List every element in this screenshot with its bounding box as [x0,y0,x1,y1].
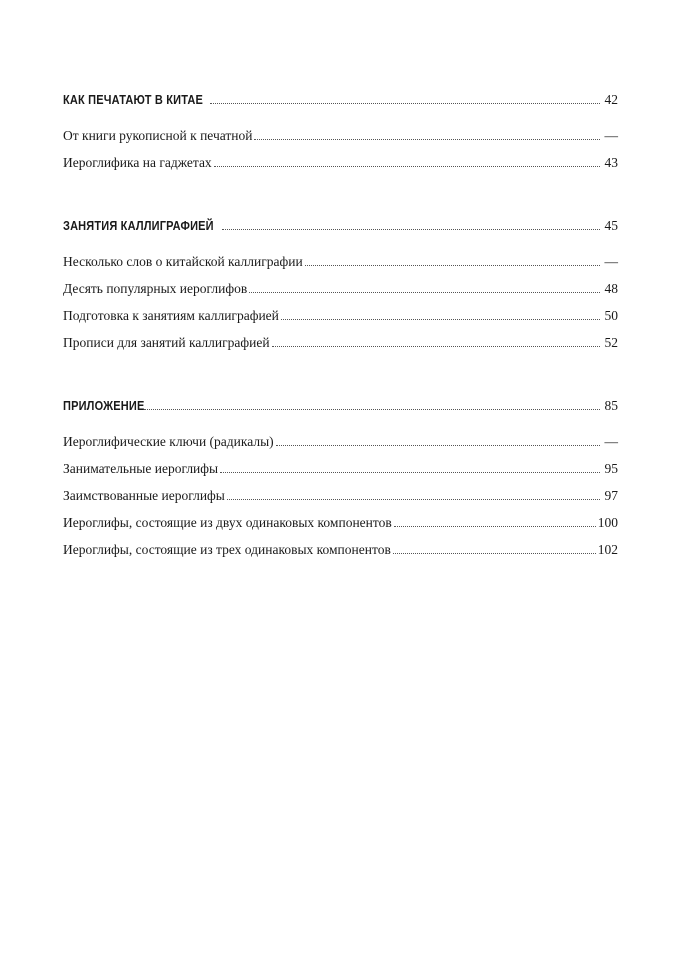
toc-entry[interactable] [63,455,618,482]
dot-leader [272,345,600,347]
toc-entry-label: Иероглифы, состоящие из двух одинаковых компонентов [63,515,392,530]
dot-leader [227,498,600,500]
dot-leader [281,318,600,320]
toc-section-appendix [63,392,618,563]
dot-leader [210,102,600,104]
toc-heading-title: КАК ПЕЧАТАЮТ В КИТАЕ [63,93,204,107]
dot-leader [254,138,600,140]
toc-page-number: 48 [604,281,618,296]
toc-entry[interactable] [63,536,618,563]
toc-entry[interactable] [63,275,618,302]
toc-page-number: 95 [604,461,618,476]
dot-leader [393,552,596,554]
dot-leader [144,408,600,410]
toc-entry-label: Десять популярных иероглифов [63,281,248,296]
toc-page-number: 43 [604,155,618,170]
toc-page-number: 52 [604,335,618,350]
dot-leader [220,471,600,473]
table-of-contents [63,86,618,599]
toc-entry-label: Подготовка к занятиям каллиграфией [63,308,279,323]
toc-entry[interactable] [63,149,618,176]
toc-entry-label: Заимствованные иероглифы [63,488,225,503]
dot-leader [214,165,600,167]
toc-entry[interactable] [63,329,618,356]
dot-leader [276,444,600,446]
toc-page-number: 50 [604,308,618,323]
toc-page-number: 97 [604,488,618,503]
toc-section-calligraphy [63,212,618,356]
toc-heading-row[interactable] [63,212,618,240]
toc-entry-label: Занимательные иероглифы [63,461,219,476]
dot-leader [305,264,600,266]
toc-entry[interactable] [63,122,618,149]
toc-entry-label: Иероглифы, состоящие из трех одинаковых компонентов [63,542,391,557]
toc-section-printing [63,86,618,176]
toc-entry-label: От книги рукописной к печатной [63,128,253,143]
toc-page-number: — [604,434,618,449]
toc-page-number: — [604,128,618,143]
dot-leader [222,228,600,230]
toc-heading-row[interactable] [63,392,618,420]
toc-entry[interactable] [63,509,618,536]
toc-entry[interactable] [63,482,618,509]
toc-entry-label: Иероглифика на гаджетах [63,155,212,170]
toc-entry[interactable] [63,302,618,329]
toc-entry-label: Несколько слов о китайской каллиграфии [63,254,303,269]
toc-entry[interactable] [63,428,618,455]
toc-page-number: 102 [597,542,618,557]
dot-leader [394,525,596,527]
toc-page-number: 100 [597,515,618,530]
toc-entry-label: Иероглифические ключи (радикалы) [63,434,274,449]
toc-heading-title: ПРИЛОЖЕНИЕ [63,399,145,413]
toc-page-number: 45 [604,218,618,233]
toc-heading-title: ЗАНЯТИЯ КАЛЛИГРАФИЕЙ [63,219,214,233]
toc-heading-row[interactable] [63,86,618,114]
toc-page-number: 42 [604,92,618,107]
toc-entry[interactable] [63,248,618,275]
dot-leader [249,291,600,293]
toc-page-number: — [604,254,618,269]
toc-entry-label: Прописи для занятий каллиграфией [63,335,270,350]
toc-page-number: 85 [604,398,618,413]
